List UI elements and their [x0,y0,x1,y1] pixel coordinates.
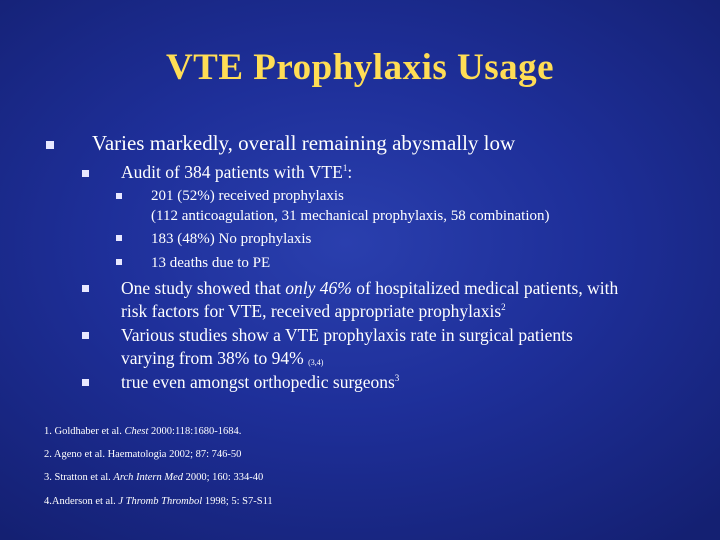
audit-ref: 1 [342,163,348,174]
bullet-study-line2 [121,300,506,323]
ref-journal: Arch Intern Med [113,472,183,483]
bullet-marker [116,259,122,265]
sub-no-prophylaxis: 183 (48%) No prophylaxis [151,231,312,247]
ortho-text: true even amongst orthopedic surgeons [121,372,395,392]
bullet-marker [82,170,89,177]
ref-text: 1. Goldhaber et al. [44,426,125,437]
bullet-audit [121,161,352,184]
reference-1 [44,426,241,437]
reference-4 [44,496,273,507]
study-line2: risk factors for VTE, received appropriate prophylaxis [121,301,502,321]
audit-tail: : [347,162,353,182]
bullet-varies: Varies markedly, overall remaining abysmally low [92,131,516,155]
ref-text: 4.Anderson et al. [44,496,119,507]
audit-text: Audit of 384 patients with VTE [121,162,343,182]
ref-journal: Chest [124,426,149,437]
ref-text: 1998; 5: S7-S11 [202,496,273,507]
sub-breakdown: (112 anticoagulation, 31 mechanical prophylaxis, 58 combination) [151,208,550,224]
bullet-marker [82,379,89,386]
reference-3 [44,472,263,483]
bullet-ortho [121,371,399,394]
bullet-marker [116,193,122,199]
various-ref: (3,4) [308,358,324,367]
study-post: of hospitalized medical patients, with [351,278,619,298]
ref-journal: J Thromb Thrombol [118,496,203,507]
reference-2 [44,449,241,460]
ref-text: 2000:118:1680-1684. [148,426,242,437]
various-line2: varying from 38% to 94% [121,348,309,368]
study-ref: 2 [501,302,506,313]
ref-text: 3. Stratton et al. [44,472,114,483]
bullet-marker [46,141,54,149]
bullet-marker [116,235,122,241]
bullet-various-line2 [121,347,323,374]
sub-received: 201 (52%) received prophylaxis [151,188,344,204]
bullet-marker [82,332,89,339]
ref-text: 2. Ageno et al. Haematologia 2002; 87: 746-50 [44,449,242,460]
study-emphasis: only 46% [285,278,352,298]
ref-text: 2000; 160: 334-40 [183,472,264,483]
study-pre: One study showed that [121,278,286,298]
slide-title: VTE Prophylaxis Usage [165,47,555,88]
bullet-study [121,277,618,300]
bullet-various: Various studies show a VTE prophylaxis rate in surgical patients [121,325,573,345]
sub-deaths: 13 deaths due to PE [151,255,271,271]
ortho-ref: 3 [394,373,400,384]
bullet-marker [82,285,89,292]
